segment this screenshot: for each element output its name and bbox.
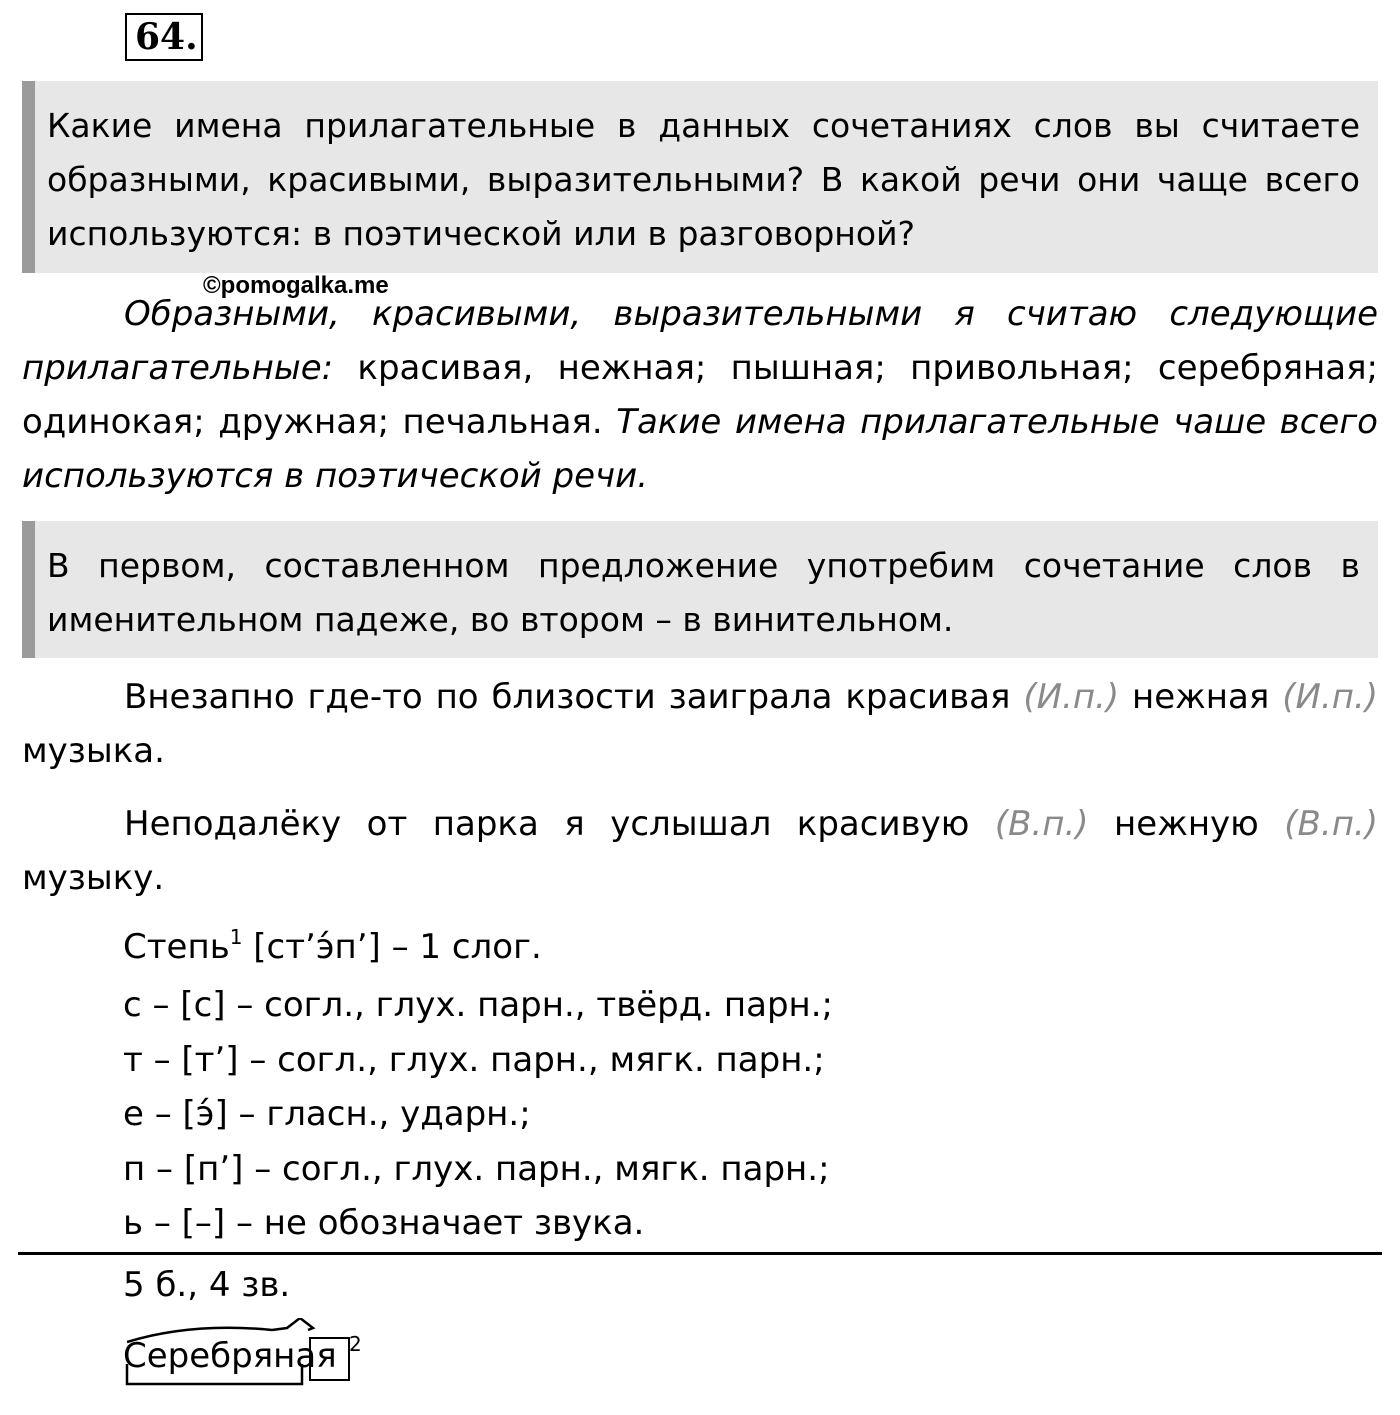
answer-list: красивая, нежная; пышная; привольная; серебряная; одинокая; дружная; печальная. [22,348,1378,442]
exercise-number: 64. [125,13,203,61]
suffix-mark [272,1318,313,1330]
phonetic-footnote: 1 [229,925,243,949]
answer-conclusion: Такие имена прилагательные чаше всего используются в поэтической речи. [22,402,1378,496]
task-box-2 [22,521,1378,658]
sentence-2 [22,797,1378,905]
sentence-1-part-3: музыка. [22,731,165,771]
phonetic-summary: 5 б., 4 зв. [123,1265,291,1305]
phonetic-line: с – [с] – согл., глух. парн., твёрд. парн.; [123,985,834,1025]
morphemic-word: Серебряная [123,1336,337,1376]
divider [18,1252,1382,1255]
watermark: ©pomogalka.me [203,272,389,299]
sentence-1-part-1: Внезапно где-то по близости заиграла красивая [124,677,1024,717]
phonetic-transcription: [ст’э́п’] – 1 слог. [242,927,542,967]
task-2-text: В первом, составленном предложение употребим сочетание слов в именительном падеже, во втором – в винительном. [47,546,1360,639]
phonetic-header [123,920,542,974]
sentence-1-part-2: нежная [1119,677,1283,717]
morphemic-footnote: 2 [349,1332,362,1356]
case-label: (И.п.) [1023,677,1120,717]
phonetic-line: т – [т’] – согл., глух. парн., мягк. парн.; [123,1040,825,1080]
task-box-1 [22,81,1378,273]
sentence-2-part-1: Неподалёку от парка я услышал красивую [124,804,995,844]
phonetic-word: Степь [123,927,230,967]
sentence-2-part-2: нежную [1088,804,1285,844]
case-label: (В.п.) [1284,804,1378,844]
case-label: (В.п.) [994,804,1089,844]
phonetic-line: п – [п’] – согл., глух. парн., мягк. парн.; [123,1149,830,1189]
phonetic-line: ь – [–] – не обозначает звука. [123,1203,645,1243]
case-label: (И.п.) [1282,677,1378,717]
sentence-2-part-3: музыку. [22,858,165,898]
ending-box [309,1337,350,1381]
sentence-1 [22,670,1378,778]
task-1-text: Какие имена прилагательные в данных сочетаниях слов вы считаете образными, красивыми, выразительными? В какой речи они чаще всего используются: в поэтической или в разговорной? [47,106,1360,253]
phonetic-line: е – [э́] – гласн., ударн.; [123,1094,531,1134]
answer-paragraph [22,287,1378,503]
answer-intro: Образными, красивыми, выразительными я считаю следующие прилагательные: [22,294,1378,388]
